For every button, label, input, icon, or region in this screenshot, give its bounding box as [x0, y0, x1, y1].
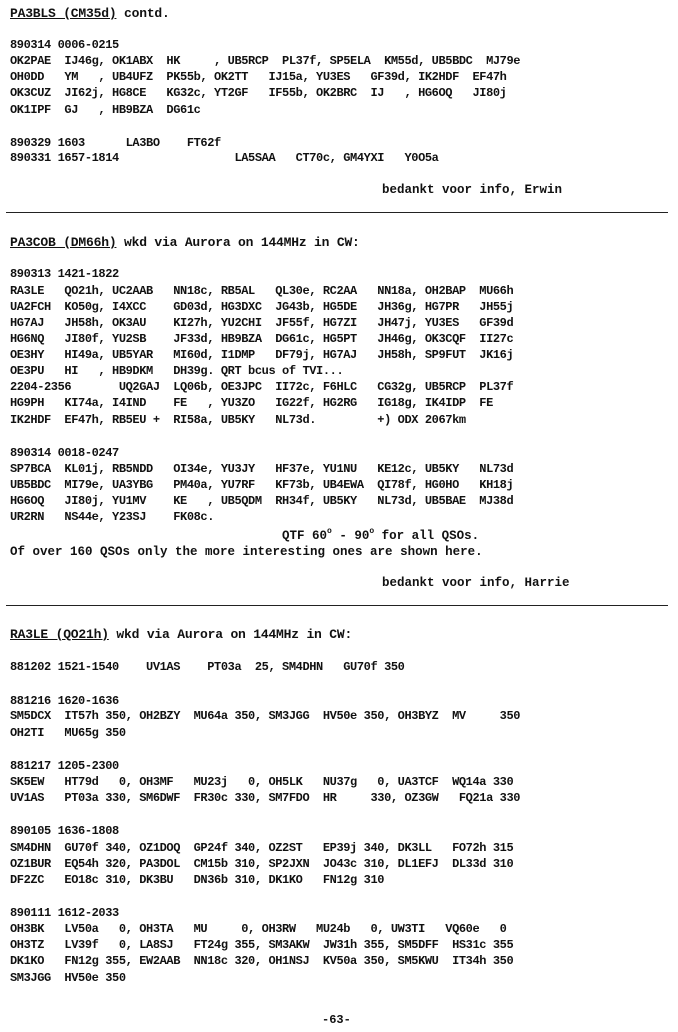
- log-line: IK2HDF EF47h, RB5EU + RI58a, UB5KY NL73d. +) ODX 2067km: [10, 413, 466, 427]
- log-line: 881216 1620-1636: [10, 694, 119, 708]
- log-line: SP7BCA KL01j, RB5NDD OI34e, YU3JY HF37e, YU1NU KE12c, UB5KY NL73d: [10, 462, 514, 476]
- log-line: DK1KO FN12g 355, EW2AAB NN18c 320, OH1NSJ KV50a 350, SM5KWU IT34h 350: [10, 954, 514, 968]
- section-header: [10, 235, 360, 250]
- section-divider: [6, 605, 668, 606]
- log-line: SM3JGG HV50e 350: [10, 971, 126, 985]
- log-line: OE3PU HI , HB9DKM DH39g. QRT bcus of TVI...: [10, 364, 344, 378]
- log-line: SK5EW HT79d 0, OH3MF MU23j 0, OH5LK NU37g 0, UA3TCF WQ14a 330: [10, 775, 514, 789]
- log-line: 881217 1205-2300: [10, 759, 119, 773]
- log-line: OH0DD YM , UB4UFZ PK55b, OK2TT IJ15a, YU3ES GF39d, IK2HDF EF47h: [10, 70, 507, 84]
- log-line: SM5DCX IT57h 350, OH2BZY MU64a 350, SM3JGG HV50e 350, OH3BYZ MV 350: [10, 709, 521, 723]
- log-line: UA2FCH KO50g, I4XCC GD03d, HG3DXC JG43b, HG5DE JH36g, HG7PR JH55j: [10, 300, 514, 314]
- log-line: UR2RN NS44e, Y23SJ FK08c.: [10, 510, 215, 524]
- thanks-note: bedankt voor info, Harrie: [382, 576, 570, 590]
- log-line: 890313 1421-1822: [10, 267, 119, 281]
- log-line: 890314 0018-0247: [10, 446, 119, 460]
- section-divider: [6, 212, 668, 213]
- log-line: 890331 1657-1814 LA5SAA CT70c, GM4YXI Y0O5a: [10, 151, 439, 165]
- degree-sign: o: [369, 527, 375, 536]
- log-line: 890105 1636-1808: [10, 824, 119, 838]
- log-line: SM4DHN GU70f 340, OZ1DOQ GP24f 340, OZ2ST EP39j 340, DK3LL FO72h 315: [10, 841, 514, 855]
- header-callsign: PA3COB (DM66h): [10, 235, 117, 250]
- summary-note: Of over 160 QSOs only the more interesting ones are shown here.: [10, 545, 483, 559]
- log-line: OK2PAE IJ46g, OK1ABX HK , UB5RCP PL37f, SP5ELA KM55d, UB5BDC MJ79e: [10, 54, 521, 68]
- header-text: wkd via Aurora on 144MHz in CW:: [116, 235, 360, 250]
- log-line: OK3CUZ JI62j, HG8CE KG32c, YT2GF IF55b, OK2BRC IJ , HG6OQ JI80j: [10, 86, 507, 100]
- qtf-note: [282, 527, 479, 543]
- log-line: HG6OQ JI80j, YU1MV KE , UB5QDM RH34f, UB5KY NL73d, UB5BAE MJ38d: [10, 494, 514, 508]
- section-header: [10, 6, 170, 21]
- qtf-text: - 90: [331, 529, 370, 543]
- thanks-note: bedankt voor info, Erwin: [382, 183, 563, 197]
- log-line: 881202 1521-1540 UV1AS PT03a 25, SM4DHN GU70f 350: [10, 660, 405, 674]
- log-line: 890329 1603 LA3BO FT62f: [10, 136, 221, 150]
- header-callsign: RA3LE (QO21h): [10, 627, 109, 642]
- qtf-text: QTF 60: [282, 529, 328, 543]
- page-number: -63-: [322, 1013, 351, 1027]
- log-line: OH3TZ LV39f 0, LA8SJ FT24g 355, SM3AKW JW31h 355, SM5DFF HS31c 355: [10, 938, 514, 952]
- log-line: OK1IPF GJ , HB9BZA DG61c: [10, 103, 201, 117]
- log-line: UB5BDC MI79e, UA3YBG PM40a, YU7RF KF73b, UB4EWA QI78f, HG0HO KH18j: [10, 478, 514, 492]
- header-text: contd.: [116, 6, 170, 21]
- log-line: RA3LE QO21h, UC2AAB NN18c, RB5AL QL30e, RC2AA NN18a, OH2BAP MU66h: [10, 284, 514, 298]
- log-line: OH3BK LV50a 0, OH3TA MU 0, OH3RW MU24b 0, UW3TI VQ60e 0: [10, 922, 507, 936]
- log-line: OH2TI MU65g 350: [10, 726, 126, 740]
- degree-sign: o: [327, 527, 332, 536]
- log-line: OZ1BUR EQ54h 320, PA3DOL CM15b 310, SP2JXN JO43c 310, DL1EFJ DL33d 310: [10, 857, 514, 871]
- log-line: 890314 0006-0215: [10, 38, 119, 52]
- log-line: HG9PH KI74a, I4IND FE , YU3ZO IG22f, HG2RG IG18g, IK4IDP FE: [10, 396, 493, 410]
- header-callsign: PA3BLS (CM35d): [10, 6, 117, 21]
- qtf-text: for all QSOs.: [374, 529, 480, 543]
- log-line: DF2ZC EO18c 310, DK3BU DN36b 310, DK1KO FN12g 310: [10, 873, 385, 887]
- log-line: HG7AJ JH58h, OK3AU KI27h, YU2CHI JF55f, HG7ZI JH47j, YU3ES GF39d: [10, 316, 514, 330]
- section-header: [10, 627, 352, 642]
- log-line: UV1AS PT03a 330, SM6DWF FR30c 330, SM7FDO HR 330, OZ3GW FQ21a 330: [10, 791, 521, 805]
- log-line: 2204-2356 UQ2GAJ LQ06b, OE3JPC II72c, F6HLC CG32g, UB5RCP PL37f: [10, 380, 514, 394]
- log-line: HG6NQ JI80f, YU2SB JF33d, HB9BZA DG61c, HG5PT JH46g, OK3CQF II27c: [10, 332, 514, 346]
- header-text: wkd via Aurora on 144MHz in CW:: [108, 627, 353, 642]
- log-line: OE3HY HI49a, UB5YAR MI60d, I1DMP DF79j, HG7AJ JH58h, SP9FUT JK16j: [10, 348, 514, 362]
- log-line: 890111 1612-2033: [10, 906, 119, 920]
